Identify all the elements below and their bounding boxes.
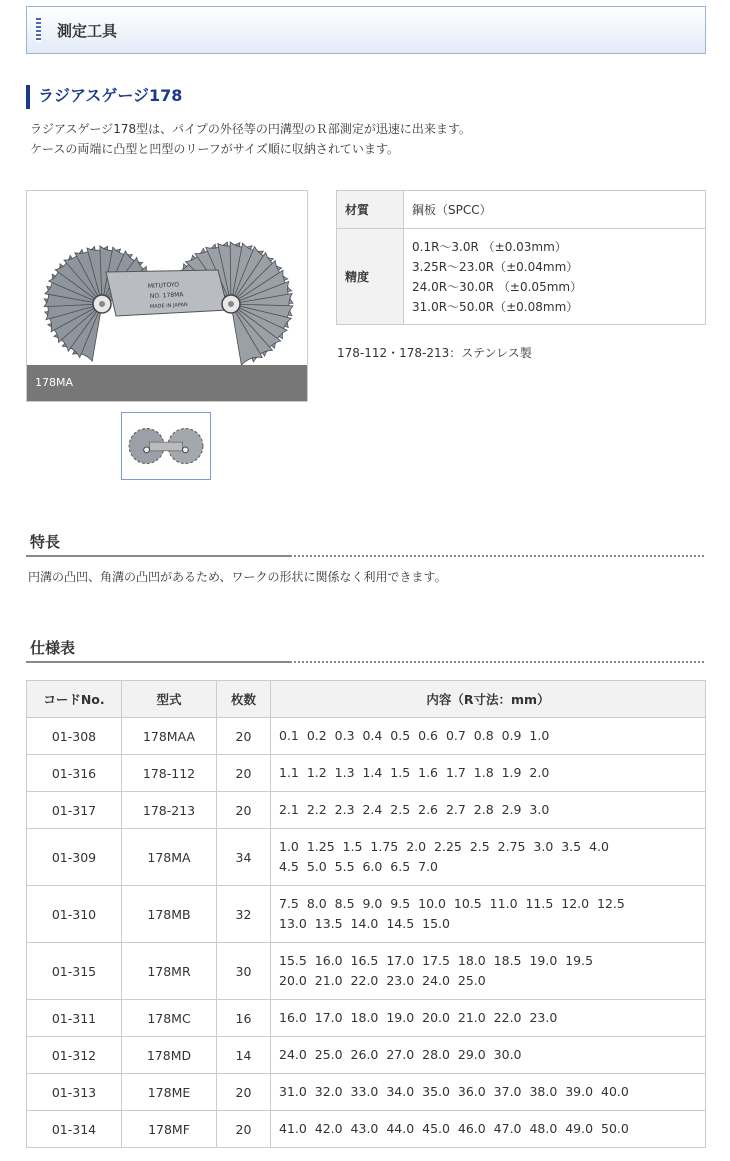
content-cell [271,1000,706,1037]
count-cell: 20 [217,792,271,829]
content-line: 7.5 8.0 8.5 9.0 9.5 10.0 10.5 11.0 11.5 12.0 12.5 [279,896,625,911]
radius-gauge-photo [28,192,306,365]
thumbnail-gauge-icon [122,413,210,479]
content-cell [271,718,706,755]
content-cell [271,1111,706,1148]
code-cell: 01-313 [27,1074,122,1111]
spec-title: 仕様表 [30,639,76,657]
material-value: 鋼板（SPCC） [404,191,706,229]
image-caption: 178MA [27,365,307,401]
model-cell: 178-112 [122,755,217,792]
table-row [27,1111,706,1148]
header-content: 内容（R寸法：mm） [271,681,706,718]
model-cell: 178MB [122,886,217,943]
code-cell: 01-312 [27,1037,122,1074]
gauge-logo-text: MITUTOYO [147,281,180,290]
model-cell: 178ME [122,1074,217,1111]
table-row [27,829,706,886]
content-line: 2.1 2.2 2.3 2.4 2.5 2.6 2.7 2.8 2.9 3.0 [279,802,550,817]
content-line: 0.1 0.2 0.3 0.4 0.5 0.6 0.7 0.8 0.9 1.0 [279,728,550,743]
spec-header-row [27,681,706,718]
precision-label: 精度 [337,229,404,325]
code-cell: 01-311 [27,1000,122,1037]
table-row [27,1037,706,1074]
count-cell: 34 [217,829,271,886]
count-cell: 20 [217,718,271,755]
description-line-2: ケースの両端に凸型と凹型のリーフがサイズ順に収納されています。 [30,142,399,156]
model-cell: 178MAA [122,718,217,755]
heading-underline [26,661,290,663]
section-header-title: 測定工具 [57,22,118,40]
content-cell [271,792,706,829]
model-cell: 178MC [122,1000,217,1037]
spec-heading [26,637,706,663]
count-cell: 20 [217,1074,271,1111]
model-cell: 178MD [122,1037,217,1074]
description-line-1: ラジアスゲージ178型は、パイプの外径等の円溝型のＲ部測定が迅速に出来ます。 [30,122,471,136]
content-line: 4.5 5.0 5.5 6.0 6.5 7.0 [279,859,439,874]
features-heading [26,531,706,557]
content-line: 41.0 42.0 43.0 44.0 45.0 46.0 47.0 48.0 49.0 50.0 [279,1121,629,1136]
content-cell [271,886,706,943]
content-cell [271,943,706,1000]
code-cell: 01-316 [27,755,122,792]
count-cell: 16 [217,1000,271,1037]
code-cell: 01-309 [27,829,122,886]
header-code: コードNo. [27,681,122,718]
material-label: 材質 [337,191,404,229]
product-image-panel [26,190,308,402]
count-cell: 20 [217,1111,271,1148]
precision-row [337,229,706,325]
product-description [30,119,471,159]
table-row [27,886,706,943]
precision-line: 0.1R～3.0R （±0.03mm） [412,239,567,254]
code-cell: 01-315 [27,943,122,1000]
code-cell: 01-310 [27,886,122,943]
model-cell: 178-213 [122,792,217,829]
gauge-model-text: NO. 178MA [149,291,184,300]
features-title: 特長 [30,533,61,551]
heading-dotted-line [290,555,706,557]
table-row [27,718,706,755]
heading-underline [26,555,290,557]
gauge-origin-text: MADE IN JAPAN [149,302,188,310]
content-line: 20.0 21.0 22.0 23.0 24.0 25.0 [279,973,486,988]
table-row [27,792,706,829]
table-row [27,1000,706,1037]
product-title: ラジアスゲージ178 [26,85,182,109]
content-cell [271,1037,706,1074]
model-cell: 178MR [122,943,217,1000]
heading-dotted-line [290,661,706,663]
header-model: 型式 [122,681,217,718]
model-cell: 178MF [122,1111,217,1148]
table-row [27,943,706,1000]
section-header-bar [26,6,706,54]
precision-line: 3.25R～23.0R（±0.04mm） [412,259,579,274]
content-cell [271,1074,706,1111]
content-line: 15.5 16.0 16.5 17.0 17.5 18.0 18.5 19.0 19.5 [279,953,594,968]
grip-icon [36,18,41,42]
header-count: 枚数 [217,681,271,718]
content-line: 1.0 1.25 1.5 1.75 2.0 2.25 2.5 2.75 3.0 3.5 4.0 [279,839,609,854]
model-cell: 178MA [122,829,217,886]
table-row [27,1074,706,1111]
content-cell [271,755,706,792]
material-row [337,191,706,229]
content-line: 31.0 32.0 33.0 34.0 35.0 36.0 37.0 38.0 39.0 40.0 [279,1084,629,1099]
material-table [336,190,706,325]
count-cell: 30 [217,943,271,1000]
precision-values [404,229,706,325]
code-cell: 01-317 [27,792,122,829]
material-note: 178-112・178-213：ステンレス製 [337,346,532,360]
precision-line: 24.0R～30.0R （±0.05mm） [412,279,583,294]
content-line: 24.0 25.0 26.0 27.0 28.0 29.0 30.0 [279,1047,522,1062]
features-text: 円溝の凸凹、角溝の凸凹があるため、ワークの形状に関係なく利用できます。 [28,570,447,584]
content-line: 16.0 17.0 18.0 19.0 20.0 21.0 22.0 23.0 [279,1010,558,1025]
product-thumbnail[interactable] [121,412,211,480]
code-cell: 01-308 [27,718,122,755]
code-cell: 01-314 [27,1111,122,1148]
table-row [27,755,706,792]
spec-table [26,680,706,1148]
count-cell: 14 [217,1037,271,1074]
content-line: 13.0 13.5 14.0 14.5 15.0 [279,916,450,931]
content-line: 1.1 1.2 1.3 1.4 1.5 1.6 1.7 1.8 1.9 2.0 [279,765,550,780]
count-cell: 32 [217,886,271,943]
precision-line: 31.0R～50.0R（±0.08mm） [412,299,579,314]
count-cell: 20 [217,755,271,792]
content-cell [271,829,706,886]
